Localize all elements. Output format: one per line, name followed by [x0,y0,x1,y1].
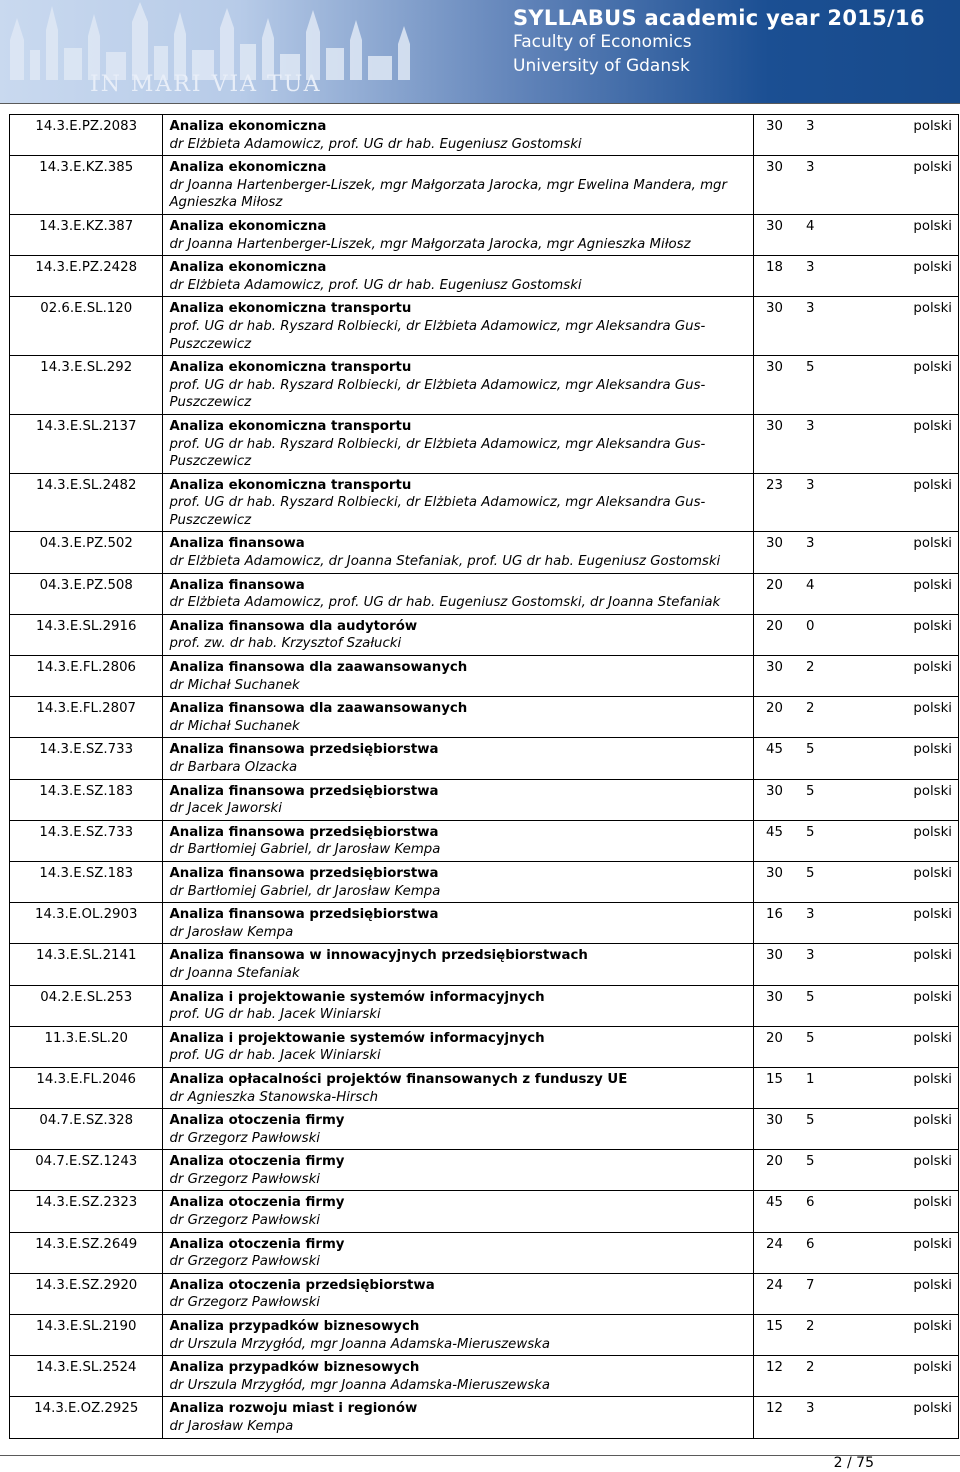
course-cell [163,656,754,697]
course-code: 14.3.E.SZ.2323 [10,1191,163,1232]
course-meta [754,115,959,156]
course-language: polski [913,119,952,134]
course-cell [163,356,754,415]
course-ects: 6 [806,1195,815,1211]
course-meta [754,820,959,861]
course-row [10,1191,959,1232]
course-language: polski [913,1319,952,1335]
course-row [10,156,959,215]
course-hours: 20 [766,1030,783,1046]
course-hours: 30 [766,660,783,676]
course-language: polski [913,1154,952,1170]
university-name: University of Gdansk [513,56,690,76]
course-hours: 18 [766,260,783,276]
course-lecturers: dr Urszula Mrzygłód, mgr Joanna Adamska-Mieruszewska [169,1336,550,1352]
course-ects: 2 [806,1319,815,1335]
course-ects: 3 [806,1401,815,1417]
course-meta [754,156,959,215]
course-title: Analiza finansowa przedsiębiorstwa [169,783,439,799]
course-row [10,532,959,573]
course-title: Analiza otoczenia firmy [169,1195,345,1211]
course-language: polski [913,660,952,676]
course-language: polski [913,1113,952,1129]
course-row [10,214,959,255]
course-ects: 3 [806,160,815,176]
course-cell [163,473,754,532]
course-lecturers: dr Barbara Olzacka [169,760,298,775]
course-ects: 3 [806,948,815,964]
course-meta [754,1067,959,1108]
course-code: 14.3.E.OL.2903 [10,903,163,944]
course-title: Analiza finansowa dla zaawansowanych [169,660,468,676]
course-code: 14.3.E.PZ.2083 [10,115,163,156]
course-lecturers: prof. UG dr hab. Ryszard Rolbiecki, dr Elżbieta Adamowicz, mgr Aleksandra Gus-Puszczewicz [169,377,706,411]
course-language: polski [913,824,952,840]
course-title: Analiza finansowa w innowacyjnych przedsiębiorstwach [169,948,588,964]
course-language: polski [913,865,952,881]
course-ects: 5 [806,1030,815,1046]
course-hours: 30 [766,1113,783,1129]
course-hours: 15 [766,1071,783,1087]
course-title: Analiza rozwoju miast i regionów [169,1401,418,1417]
course-row [10,1067,959,1108]
course-cell [163,1397,754,1438]
course-lecturers: dr Bartłomiej Gabriel, dr Jarosław Kempa [169,842,441,858]
course-title: Analiza ekonomiczna transportu [169,477,412,493]
course-ects: 2 [806,660,815,676]
course-meta [754,656,959,697]
course-row [10,573,959,614]
course-lecturers: dr Michał Suchanek [169,718,300,734]
course-ects: 5 [806,360,815,376]
course-lecturers: dr Jarosław Kempa [169,1419,294,1434]
course-code: 14.3.E.KZ.385 [10,156,163,215]
course-hours: 23 [766,477,783,493]
course-row [10,779,959,820]
course-title: Analiza ekonomiczna [169,218,327,234]
course-title: Analiza finansowa przedsiębiorstwa [169,907,439,923]
course-title: Analiza ekonomiczna transportu [169,301,412,317]
course-ects: 5 [806,783,815,799]
course-row [10,356,959,415]
course-hours: 12 [766,1360,783,1376]
course-hours: 30 [766,418,783,434]
course-meta [754,944,959,985]
course-ects: 3 [806,301,815,317]
course-row [10,697,959,738]
course-meta [754,1191,959,1232]
course-row [10,903,959,944]
course-language: polski [913,1071,952,1087]
course-language: polski [913,1401,952,1417]
course-ects: 5 [806,865,815,881]
course-language: polski [913,618,952,634]
course-hours: 16 [766,907,783,923]
course-cell [163,573,754,614]
course-lecturers: prof. UG dr hab. Jacek Winiarski [169,1007,381,1023]
course-ects: 7 [806,1277,815,1293]
course-title: Analiza przypadków biznesowych [169,1319,420,1335]
course-code: 14.3.E.SZ.733 [10,738,163,779]
course-ects: 4 [806,218,815,234]
course-lecturers: dr Elżbieta Adamowicz, dr Joanna Stefaniak, prof. UG dr hab. Eugeniusz Gostomski [169,554,721,570]
course-title: Analiza finansowa dla zaawansowanych [169,701,468,717]
header-text [513,6,925,78]
course-language: polski [913,701,952,717]
course-hours: 15 [766,1319,783,1335]
course-language: polski [913,783,952,799]
course-hours: 30 [766,948,783,964]
course-meta [754,297,959,356]
course-lecturers: dr Jacek Jaworski [169,801,282,817]
course-row [10,1315,959,1356]
course-lecturers: dr Grzegorz Pawłowski [169,1254,320,1270]
syllabus-title: SYLLABUS academic year 2015/16 [513,6,925,30]
course-meta [754,779,959,820]
course-row [10,473,959,532]
course-hours: 24 [766,1236,783,1252]
course-hours: 30 [766,865,783,881]
course-hours: 30 [766,536,783,552]
course-row [10,1232,959,1273]
course-title: Analiza i projektowanie systemów informacyjnych [169,1030,545,1046]
course-ects: 2 [806,1360,815,1376]
course-code: 14.3.E.SL.2141 [10,944,163,985]
course-code: 14.3.E.SZ.733 [10,820,163,861]
courses-table [9,114,959,1439]
course-code: 14.3.E.SL.2916 [10,614,163,655]
course-code: 14.3.E.FL.2806 [10,656,163,697]
course-row [10,297,959,356]
course-title: Analiza finansowa dla audytorów [169,618,418,634]
course-meta [754,573,959,614]
course-language: polski [913,1277,952,1293]
course-ects: 5 [806,1113,815,1129]
course-meta [754,1026,959,1067]
course-language: polski [913,907,952,923]
course-hours: 20 [766,701,783,717]
course-lecturers: dr Michał Suchanek [169,677,300,693]
course-title: Analiza ekonomiczna [169,119,327,134]
course-code: 14.3.E.SL.2137 [10,414,163,473]
course-ects: 3 [806,477,815,493]
course-ects: 5 [806,824,815,840]
course-cell [163,944,754,985]
course-meta [754,985,959,1026]
course-hours: 20 [766,577,783,593]
course-lecturers: dr Joanna Hartenberger-Liszek, mgr Małgorzata Jarocka, mgr Agnieszka Miłosz [169,236,691,252]
course-row [10,861,959,902]
course-meta [754,473,959,532]
course-meta [754,1356,959,1397]
course-code: 14.3.E.SZ.2920 [10,1273,163,1314]
course-title: Analiza opłacalności projektów finansowanych z funduszy UE [169,1071,628,1087]
course-row [10,738,959,779]
course-hours: 30 [766,119,783,134]
course-row [10,1356,959,1397]
course-lecturers: prof. UG dr hab. Ryszard Rolbiecki, dr Elżbieta Adamowicz, mgr Aleksandra Gus-Puszczewicz [169,436,706,470]
course-cell [163,1067,754,1108]
course-code: 14.3.E.PZ.2428 [10,256,163,297]
course-meta [754,1150,959,1191]
course-lecturers: prof. UG dr hab. Ryszard Rolbiecki, dr Elżbieta Adamowicz, mgr Aleksandra Gus-Puszczewicz [169,495,706,528]
course-meta [754,256,959,297]
course-cell [163,1109,754,1150]
page-number: 2 / 75 [833,1455,874,1471]
course-title: Analiza otoczenia przedsiębiorstwa [169,1277,435,1293]
course-code: 04.3.E.PZ.508 [10,573,163,614]
course-meta [754,1315,959,1356]
course-meta [754,1109,959,1150]
course-hours: 20 [766,1154,783,1170]
course-cell [163,985,754,1026]
course-code: 14.3.E.OZ.2925 [10,1397,163,1438]
course-title: Analiza ekonomiczna transportu [169,360,412,376]
course-lecturers: dr Elżbieta Adamowicz, prof. UG dr hab. Eugeniusz Gostomski [169,136,582,152]
header-rule [0,103,960,104]
course-ects: 2 [806,701,815,717]
course-meta [754,1232,959,1273]
course-row [10,1273,959,1314]
course-hours: 45 [766,742,783,758]
course-hours: 30 [766,160,783,176]
course-cell [163,297,754,356]
course-code: 04.7.E.SZ.1243 [10,1150,163,1191]
course-hours: 30 [766,218,783,234]
course-lecturers: dr Grzegorz Pawłowski [169,1130,320,1146]
course-code: 02.6.E.SL.120 [10,297,163,356]
course-lecturers: dr Urszula Mrzygłód, mgr Joanna Adamska-Mieruszewska [169,1377,550,1393]
course-title: Analiza ekonomiczna transportu [169,418,412,434]
course-row [10,1150,959,1191]
course-code: 04.7.E.SZ.328 [10,1109,163,1150]
course-lecturers: dr Grzegorz Pawłowski [169,1171,320,1187]
course-cell [163,1356,754,1397]
course-language: polski [913,948,952,964]
course-title: Analiza ekonomiczna [169,260,327,276]
course-cell [163,614,754,655]
course-meta [754,903,959,944]
course-code: 14.3.E.SZ.183 [10,779,163,820]
course-hours: 45 [766,824,783,840]
course-row [10,985,959,1026]
course-hours: 30 [766,301,783,317]
course-meta [754,614,959,655]
course-hours: 24 [766,1277,783,1293]
header-banner [0,0,960,103]
course-meta [754,1273,959,1314]
course-code: 11.3.E.SL.20 [10,1026,163,1067]
course-meta [754,532,959,573]
course-meta [754,1397,959,1438]
course-ects: 3 [806,907,815,923]
course-code: 14.3.E.SL.2190 [10,1315,163,1356]
course-ects: 5 [806,989,815,1005]
course-row [10,1109,959,1150]
course-ects: 3 [806,260,815,276]
course-row [10,1397,959,1438]
course-title: Analiza ekonomiczna [169,160,327,176]
course-cell [163,115,754,156]
course-title: Analiza otoczenia firmy [169,1154,345,1170]
course-code: 14.3.E.FL.2046 [10,1067,163,1108]
course-hours: 12 [766,1401,783,1417]
course-row [10,656,959,697]
course-lecturers: dr Elżbieta Adamowicz, prof. UG dr hab. Eugeniusz Gostomski, dr Joanna Stefaniak [169,595,721,611]
course-lecturers: dr Bartłomiej Gabriel, dr Jarosław Kempa [169,883,441,899]
course-cell [163,903,754,944]
course-code: 14.3.E.FL.2807 [10,697,163,738]
course-meta [754,738,959,779]
course-row [10,414,959,473]
course-language: polski [913,260,952,276]
course-lecturers: dr Jarosław Kempa [169,924,294,940]
course-cell [163,414,754,473]
course-row [10,115,959,156]
course-language: polski [913,218,952,234]
course-code: 14.3.E.SL.2524 [10,1356,163,1397]
course-lecturers: dr Joanna Hartenberger-Liszek, mgr Małgorzata Jarocka, mgr Ewelina Mandera, mgr Agnieszka Miłosz [169,177,727,211]
course-cell [163,779,754,820]
course-ects: 3 [806,418,815,434]
motto: IN MARI VIA TUA [90,72,322,97]
course-language: polski [913,1360,952,1376]
course-cell [163,1150,754,1191]
course-code: 14.3.E.SL.292 [10,356,163,415]
course-language: polski [913,360,952,376]
course-row [10,256,959,297]
course-hours: 30 [766,989,783,1005]
course-row [10,1026,959,1067]
course-title: Analiza otoczenia firmy [169,1236,345,1252]
course-lecturers: dr Joanna Stefaniak [169,965,300,981]
course-title: Analiza finansowa [169,577,305,593]
course-meta [754,697,959,738]
course-cell [163,1026,754,1067]
course-cell [163,1315,754,1356]
course-title: Analiza przypadków biznesowych [169,1360,420,1376]
course-cell [163,820,754,861]
course-row [10,820,959,861]
course-code: 14.3.E.SL.2482 [10,473,163,532]
course-ects: 4 [806,577,815,593]
course-row [10,944,959,985]
course-meta [754,356,959,415]
course-hours: 30 [766,783,783,799]
course-language: polski [913,160,952,176]
course-cell [163,532,754,573]
course-code: 14.3.E.SZ.2649 [10,1232,163,1273]
course-language: polski [913,742,952,758]
course-title: Analiza finansowa [169,536,305,552]
faculty-name: Faculty of Economics [513,32,692,52]
course-cell [163,1273,754,1314]
course-hours: 20 [766,618,783,634]
course-language: polski [913,1030,952,1046]
course-ects: 6 [806,1236,815,1252]
course-lecturers: prof. UG dr hab. Ryszard Rolbiecki, dr Elżbieta Adamowicz, mgr Aleksandra Gus-Puszczewicz [169,318,706,352]
course-code: 04.2.E.SL.253 [10,985,163,1026]
course-language: polski [913,1236,952,1252]
course-ects: 1 [806,1071,815,1087]
course-code: 14.3.E.KZ.387 [10,214,163,255]
course-meta [754,861,959,902]
course-language: polski [913,477,952,493]
course-title: Analiza otoczenia firmy [169,1113,345,1129]
course-cell [163,256,754,297]
course-language: polski [913,577,952,593]
course-language: polski [913,301,952,317]
course-lecturers: dr Grzegorz Pawłowski [169,1213,320,1229]
course-ects: 3 [806,536,815,552]
course-meta [754,214,959,255]
course-cell [163,214,754,255]
course-ects: 0 [806,618,815,634]
course-code: 14.3.E.SZ.183 [10,861,163,902]
course-hours: 45 [766,1195,783,1211]
footer-rule [0,1455,960,1456]
course-lecturers: dr Grzegorz Pawłowski [169,1295,320,1311]
course-lecturers: dr Agnieszka Stanowska-Hirsch [169,1089,379,1105]
course-lecturers: prof. zw. dr hab. Krzysztof Szałucki [169,636,402,652]
course-lecturers: prof. UG dr hab. Jacek Winiarski [169,1048,381,1064]
course-language: polski [913,1195,952,1211]
course-cell [163,697,754,738]
course-language: polski [913,989,952,1005]
course-title: Analiza finansowa przedsiębiorstwa [169,742,439,758]
course-code: 04.3.E.PZ.502 [10,532,163,573]
course-title: Analiza finansowa przedsiębiorstwa [169,824,439,840]
course-cell [163,1191,754,1232]
course-title: Analiza finansowa przedsiębiorstwa [169,865,439,881]
course-ects: 3 [806,119,815,134]
course-hours: 30 [766,360,783,376]
course-row [10,614,959,655]
course-meta [754,414,959,473]
course-language: polski [913,418,952,434]
course-cell [163,1232,754,1273]
course-ects: 5 [806,1154,815,1170]
course-cell [163,861,754,902]
course-cell [163,738,754,779]
course-language: polski [913,536,952,552]
course-cell [163,156,754,215]
course-title: Analiza i projektowanie systemów informacyjnych [169,989,545,1005]
course-lecturers: dr Elżbieta Adamowicz, prof. UG dr hab. Eugeniusz Gostomski [169,277,582,293]
course-ects: 5 [806,742,815,758]
